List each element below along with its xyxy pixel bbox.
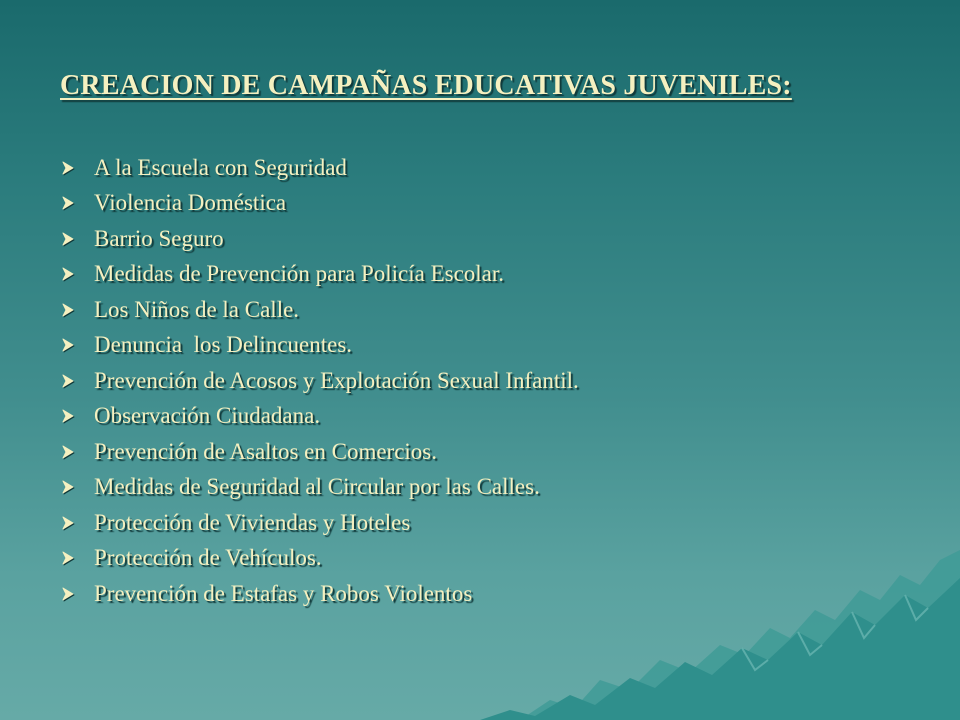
list-item [60,257,579,293]
arrowhead-bullet-icon [60,373,94,389]
arrowhead-bullet-icon [60,515,94,531]
list-item-label: Protección de Vehículos. [94,545,322,571]
list-item-label: A la Escuela con Seguridad [94,154,347,180]
list-item-label: Medidas de Seguridad al Circular por las Calles. [94,474,540,500]
list-item [60,434,579,470]
arrowhead-bullet-icon [60,160,94,176]
list-item [60,186,579,222]
campaign-list [60,150,579,612]
list-item-label: Prevención de Asaltos en Comercios. [94,438,438,464]
arrowhead-bullet-icon [60,408,94,424]
list-item-label: Los Niños de la Calle. [94,296,300,322]
arrowhead-bullet-icon [60,479,94,495]
list-item [60,328,579,364]
list-item-label: Barrio Seguro [94,225,224,251]
arrowhead-bullet-icon [60,586,94,602]
arrowhead-bullet-icon [60,302,94,318]
arrowhead-bullet-icon [60,550,94,566]
arrowhead-bullet-icon [60,266,94,282]
list-item [60,576,579,612]
list-item [60,363,579,399]
slide-title: CREACION DE CAMPAÑAS EDUCATIVAS JUVENILES: [60,70,792,101]
arrowhead-bullet-icon [60,444,94,460]
list-item-label: Violencia Doméstica [94,190,287,216]
list-item [60,292,579,328]
list-item [60,221,579,257]
arrowhead-bullet-icon [60,337,94,353]
list-item [60,150,579,186]
list-item-label: Medidas de Prevención para Policía Escolar. [94,261,505,287]
arrowhead-bullet-icon [60,231,94,247]
list-item-label: Prevención de Estafas y Robos Violentos [94,580,473,606]
list-item [60,399,579,435]
list-item-label: Protección de Viviendas y Hoteles [94,509,411,535]
list-item-label: Observación Ciudadana. [94,403,321,429]
list-item [60,470,579,506]
list-item [60,505,579,541]
arrowhead-bullet-icon [60,195,94,211]
list-item-label: Denuncia los Delincuentes. [94,332,353,358]
list-item [60,541,579,577]
list-item-label: Prevención de Acosos y Explotación Sexual Infantil. [94,367,579,393]
